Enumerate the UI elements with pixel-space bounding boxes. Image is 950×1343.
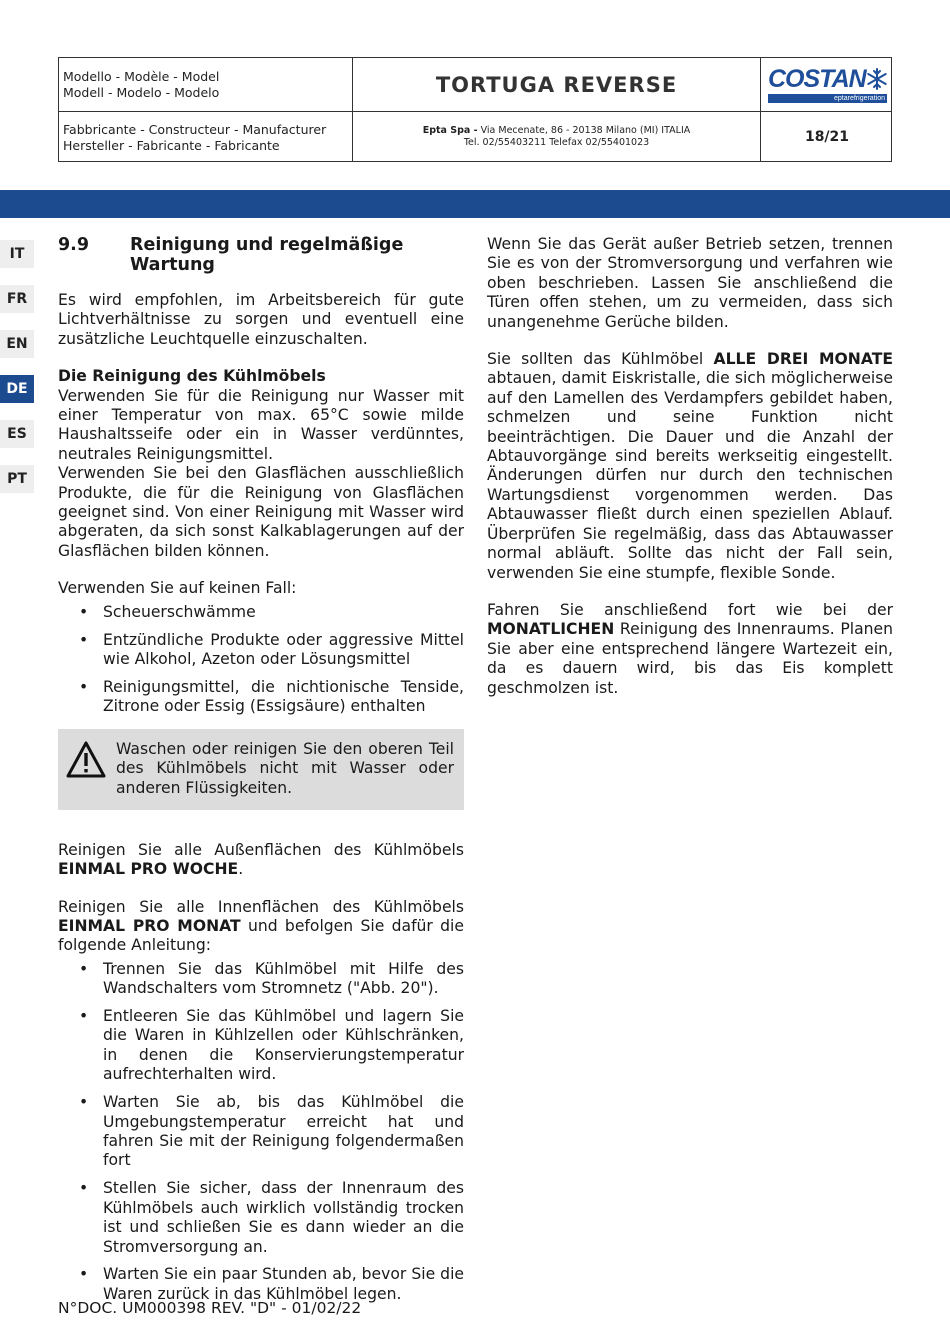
cleaning-steps-list [58,960,464,1305]
cleaning-paragraph-1: Verwenden Sie für die Reinigung nur Wasser mit einer Temperatur von max. 65°C sowie milde Haushaltsseife oder ein in Wasser verdünntes, neutrales Reinigungsmittel. [58,386,464,463]
page-number-cell [761,112,893,162]
defrost-text-end: abtauen, damit Eiskristalle, die sich möglicherweise auf den Lamellen des Verdampfers gebildet haben, schmelzen und seine Funktion nicht beeinträchtigen. Die Dauer und die Anzahl der Abtauvorgänge sind bereits werkseitig eingestellt. Änderungen dürfen nur durch den technischen Wartungsdienst vorgenommen werden. Das Abtauwasser fließt durch einen speziellen Ablauf. Überprüfen Sie regelmäßig, dass das Abtauwasser normal abläuft. Sollte das nicht der Fall sein, verwenden Sie eine stumpfe, flexible Sonde. [487,369,893,582]
intro-paragraph: Es wird empfohlen, im Arbeitsbereich für gute Lichtverhältnisse zu sorgen und eventuell eine zusätzliche Leuchtquelle einzuschalten. [58,291,464,348]
manufacturer-label [63,122,351,154]
section-number: 9.9 [58,235,90,255]
weekly-text: Reinigen Sie alle Außenflächen des Kühlmöbels [58,840,464,859]
monthly-cleaning-paragraph [58,898,464,956]
weekly-cleaning-paragraph [58,841,464,880]
list-item: • Trennen Sie das Kühlmöbel mit Hilfe des Wandschalters vom Stromnetz ("Abb. 20"). [79,959,464,998]
continue-paragraph [487,601,893,698]
model-label-line2: Modell - Modelo - Modelo [63,85,220,100]
document-header [58,57,892,162]
warning-text: Waschen oder reinigen Sie den oberen Teil des Kühlmöbels nicht mit Wasser oder anderen Flüssigkeiten. [116,739,454,797]
document-reference: N°DOC. UM000398 REV. "D" - 01/02/22 [58,1299,362,1317]
company-phone: Tel. 02/55403211 Telefax 02/55401023 [463,137,650,148]
lang-tab-fr[interactable]: FR [0,285,34,313]
defrost-emphasis: ALLE DREI MONATE [713,350,893,369]
never-use-label: Verwenden Sie auf keinen Fall: [58,579,297,598]
continue-emphasis: MONATLICHEN [487,620,615,639]
weekly-end: . [238,860,244,879]
section-title: Reinigung und regelmäßige Wartung [130,235,404,275]
continue-text: Fahren Sie anschließend fort wie bei der [487,600,893,619]
costan-logo [768,66,892,104]
manufacturer-info [353,112,760,162]
weekly-emphasis: EINMAL PRO WOCHE [58,860,239,879]
logo-tagline: eptarefrigeration [768,94,887,103]
manufacturer-label-line2: Hersteller - Fabricante - Fabricante [63,138,280,153]
model-title: TORTUGA REVERSE [435,72,678,97]
monthly-end: und befolgen Sie dafür die folgende Anleitung: [58,916,464,955]
lang-tab-de[interactable]: DE [0,375,34,403]
lang-tab-it[interactable]: IT [0,240,34,268]
list-item: • Reinigungsmittel, die nichtionische Tenside, Zitrone oder Essig (Essigsäure) enthalten [79,677,464,716]
list-item: • Stellen Sie sicher, dass der Innenraum des Kühlmöbels auch wirklich vollständig trocken ist und schließen Sie es dann wieder an die Stromversorgung an. [79,1179,464,1256]
list-item-text: Stellen Sie sicher, dass der Innenraum des Kühlmöbels auch wirklich vollständig trocken ist und schließen Sie es dann wieder an die Stromversorgung an. [103,1179,464,1256]
logo-cell [761,58,893,111]
model-title-cell [353,58,760,111]
blue-band [0,190,950,218]
defrost-paragraph [487,350,893,583]
lang-tab-es[interactable]: ES [0,420,34,448]
warning-icon [66,741,106,779]
list-item-text: Entzündliche Produkte oder aggressive Mittel wie Alkohol, Azeton oder Lösungsmittel [103,630,464,668]
company-name: Epta Spa - [422,125,478,136]
list-item-text: Warten Sie ab, bis das Kühlmöbel die Umgebungstemperatur erreicht hat und fahren Sie mit der Reinigung folgendermaßen fort [103,1093,464,1170]
lang-tab-en[interactable]: EN [0,330,34,358]
defrost-text: Sie sollten das Kühlmöbel [487,350,714,369]
list-item-text: Reinigungsmittel, die nichtionische Tenside, Zitrone oder Essig (Essigsäure) enthalten [103,677,464,716]
monthly-text: Reinigen Sie alle Innenflächen des Kühlmöbels [58,897,464,916]
right-column [487,235,893,698]
cleaning-paragraph-2: Verwenden Sie bei den Glasflächen ausschließlich Produkte, die für die Reinigung von Glasflächen geeignet sind. Von einer Reinigung mit Wasser wird abgeraten, da sich sonst Kalkablagerungen auf der Glasflächen bilden können. [58,464,464,560]
list-item: • Scheuerschwämme [79,602,256,621]
manufacturer-label-line1: Fabbricante - Constructeur - Manufacturer [63,122,327,137]
company-address: Via Mecenate, 86 - 20138 Milano (MI) ITALIA [477,125,691,136]
lang-tab-pt[interactable]: PT [0,465,34,493]
left-column [58,235,464,1313]
monthly-emphasis: EINMAL PRO MONAT [58,916,241,935]
page-number: 18/21 [804,129,850,145]
list-item-text: Trennen Sie das Kühlmöbel mit Hilfe des Wandschalters vom Stromnetz ("Abb. 20"). [103,959,464,998]
model-label-line1: Modello - Modèle - Model [63,69,220,84]
never-use-list [58,603,464,717]
continue-text-end: Reinigung des Innenraums. Planen Sie aber eine entsprechend längere Wartezeit ein, da es dauern wird, bis das Eis komplett geschmolzen ist. [487,620,893,697]
cleaning-heading: Die Reinigung des Kühlmöbels [58,367,326,386]
list-item: • Warten Sie ab, bis das Kühlmöbel die Umgebungstemperatur erreicht hat und fahren Sie mit der Reinigung folgendermaßen fort [79,1093,464,1170]
manufacturer-address [423,125,691,137]
list-item-text: Entleeren Sie das Kühlmöbel und lagern Sie die Waren in Kühlzellen oder Kühlschränken, in denen die Konservierungstemperatur aufrechterhalten wird. [103,1007,464,1084]
logo-word: COSTAN [768,65,866,93]
model-label [63,69,351,101]
section-heading [58,235,464,275]
list-item-text: Warten Sie ein paar Stunden ab, bevor Sie die Waren zurück in das Kühlmöbel legen. [103,1265,464,1303]
warning-box [58,729,464,810]
list-item-text: Scheuerschwämme [103,602,256,621]
snowflake-icon [866,68,888,90]
list-item: • Warten Sie ein paar Stunden ab, bevor Sie die Waren zurück in das Kühlmöbel legen. [79,1265,464,1303]
list-item: • Entzündliche Produkte oder aggressive Mittel wie Alkohol, Azeton oder Lösungsmittel [79,630,464,668]
list-item: • Entleeren Sie das Kühlmöbel und lagern Sie die Waren in Kühlzellen oder Kühlschränken, in denen die Konservierungstemperatur aufrechterhalten wird. [79,1007,464,1084]
shutdown-paragraph: Wenn Sie das Gerät außer Betrieb setzen, trennen Sie es von der Stromversorgung und verfahren wie oben beschrieben. Lassen Sie anschließend die Türen offen stehen, um zu vermeiden, dass sich unangenehme Gerüche bilden. [487,235,893,331]
